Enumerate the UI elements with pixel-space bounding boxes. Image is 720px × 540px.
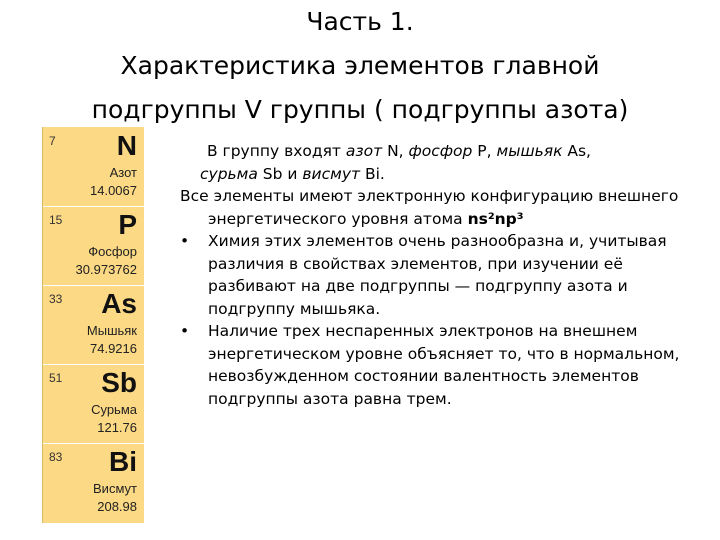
arsenic-term: мышьяк [496, 142, 563, 160]
atomic-mass: 74.9216 [90, 341, 137, 356]
element-symbol: Sb [101, 367, 137, 398]
intro-text: N, [382, 142, 409, 160]
element-cell-antimony [43, 364, 144, 444]
atomic-mass: 208.98 [97, 499, 137, 514]
configuration-paragraph [176, 185, 701, 230]
intro-text: Sb и [257, 164, 303, 183]
slide-body [176, 140, 701, 410]
bullet-text: Химия этих элементов очень разнообразна и, учитывая различия в свойствах элементов, при изучении её разбивают на две подгруппы — подгруппу азота и подгруппу мышьяка. [208, 232, 667, 318]
element-name: Азот [109, 165, 137, 180]
atomic-number: 83 [49, 450, 63, 464]
bullet-icon: • [180, 322, 190, 340]
element-name: Фосфор [88, 244, 137, 259]
title-line-3: подгруппы V группы ( подгруппы азота) [91, 95, 629, 124]
bullet-icon: • [180, 232, 190, 250]
bismuth-term: висмут [302, 164, 361, 183]
element-name: Мышьяк [86, 323, 137, 338]
configuration-text: Все элементы имеют электронную конфигурацию внешнего энергетического уровня атома [180, 187, 679, 228]
electron-configuration: ns²np³ [467, 209, 524, 228]
element-cell-nitrogen [43, 127, 144, 207]
bullet-item-1 [176, 230, 701, 320]
atomic-mass: 121.76 [97, 420, 137, 435]
antimony-term: сурьма [200, 164, 258, 183]
intro-text: P, [472, 142, 497, 160]
atomic-mass: 14.0067 [90, 183, 137, 198]
element-symbol: P [118, 209, 137, 240]
atomic-number: 15 [49, 213, 63, 227]
atomic-number: 51 [49, 371, 63, 385]
element-cell-arsenic [43, 285, 144, 365]
element-name: Сурьма [91, 402, 137, 417]
title-line-2: Характеристика элементов главной [120, 51, 600, 80]
atomic-number: 7 [49, 134, 56, 148]
element-symbol: As [101, 288, 137, 319]
intro-text: В группу входят [207, 142, 346, 160]
bullet-item-2 [176, 320, 701, 410]
intro-text: Bi. [360, 164, 385, 183]
slide-title [0, 0, 720, 132]
intro-text: As, [562, 142, 591, 160]
bullet-text: Наличие трех неспаренных электронов на внешнем энергетическом уровне объясняет то, что в нормальном, невозбужденном состоянии валентность элементов подгруппы азота равна трем. [208, 322, 680, 408]
title-line-1: Часть 1. [306, 7, 414, 36]
atomic-number: 33 [49, 292, 63, 306]
element-symbol: Bi [109, 446, 137, 477]
intro-paragraph [176, 140, 701, 185]
atomic-mass: 30.973762 [75, 262, 137, 277]
element-cell-bismuth [43, 443, 144, 522]
element-symbol: N [116, 130, 137, 161]
element-cell-phosphorus [43, 206, 144, 286]
nitrogen-term: азот [345, 142, 383, 160]
periodic-table-column [42, 127, 144, 523]
element-name: Висмут [93, 481, 137, 496]
phosphorus-term: фосфор [408, 142, 473, 160]
